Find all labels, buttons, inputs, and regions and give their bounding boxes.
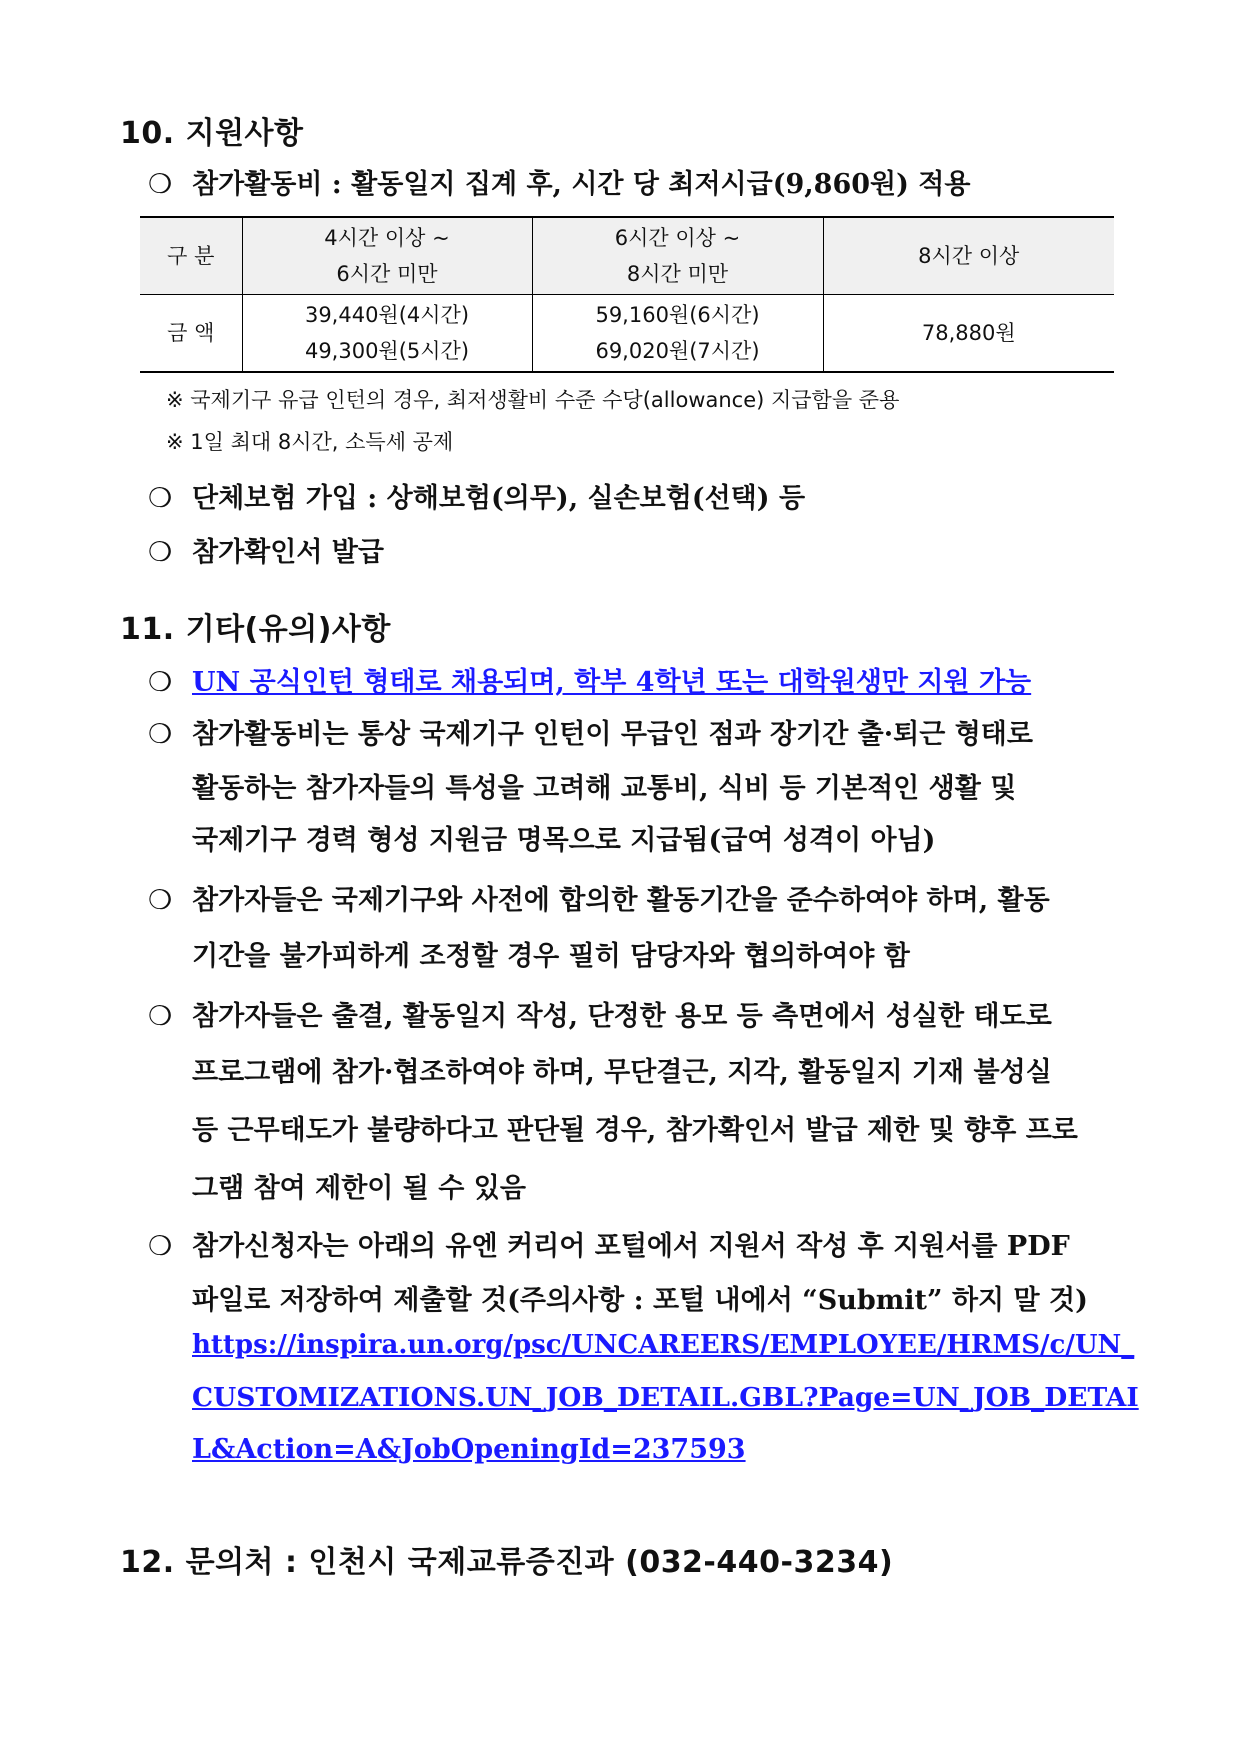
section11-heading: 11. 기타(유의)사항 [120, 612, 391, 647]
section11-item1 [148, 660, 1031, 699]
table-row [140, 295, 1114, 373]
section11-item2: ❍ 참가활동비는 통상 국제기구 인턴이 무급인 점과 장기간 출·퇴근 형태로 [148, 719, 1033, 750]
bullet-circle-icon: ❍ [148, 885, 173, 916]
note-allowance: ※ 국제기구 유급 인턴의 경우, 최저생활비 수준 수당(allowance) 지급함을 준용 [166, 388, 900, 412]
section11-item3: ❍ 참가자들은 국제기구와 사전에 합의한 활동기간을 준수하여야 하며, 활동 [148, 885, 1050, 916]
section11-item5-line2: 파일로 저장하여 제출할 것(주의사항 : 포털 내에서 “Submit” 하지 말 것) [192, 1285, 1088, 1316]
bullet-circle-icon: ❍ [148, 667, 173, 698]
table-header-row [140, 217, 1114, 295]
table-cell-4to6: 39,440원(4시간) 49,300원(5시간) [242, 295, 532, 373]
section11-item4-line4: 그램 참여 제한이 될 수 있음 [192, 1173, 526, 1204]
table-header-8plus: 8시간 이상 [823, 217, 1114, 295]
section11-item4-line2: 프로그램에 참가·협조하여야 하며, 무단결근, 지각, 활동일지 기재 불성실 [192, 1057, 1052, 1088]
career-portal-link-line3[interactable]: L&Action=A&JobOpeningId=237593 [192, 1434, 746, 1465]
section11-item5: ❍ 참가신청자는 아래의 유엔 커리어 포털에서 지원서 작성 후 지원서를 PDF [148, 1231, 1070, 1262]
section10-bullet-insurance: ❍ 단체보험 가입 : 상해보험(의무), 실손보험(선택) 등 [148, 483, 806, 514]
bullet-circle-icon: ❍ [148, 1231, 173, 1262]
section11-item4-line3: 등 근무태도가 불량하다고 판단될 경우, 참가확인서 발급 제한 및 향후 프로 [192, 1115, 1078, 1146]
section11-item2-line3: 국제기구 경력 형성 지원금 명목으로 지급됨(급여 성격이 아님) [192, 825, 936, 856]
section10-bullet-certificate: ❍ 참가확인서 발급 [148, 537, 384, 568]
table-cell-8plus: 78,880원 [823, 295, 1114, 373]
table-row-label: 금 액 [140, 295, 242, 373]
bullet-circle-icon: ❍ [148, 537, 173, 568]
section12-heading: 12. 문의처 : 인천시 국제교류증진과 (032-440-3234) [120, 1545, 894, 1580]
bullet-circle-icon: ❍ [148, 169, 173, 200]
section11-item2-line2: 활동하는 참가자들의 특성을 고려해 교통비, 식비 등 기본적인 생활 및 [192, 773, 1017, 804]
item1-highlight-text: UN 공식인턴 형태로 채용되며, 학부 4학년 또는 대학원생만 지원 가능 [192, 667, 1032, 698]
table-header-6to8: 6시간 이상 ~ 8시간 미만 [532, 217, 823, 295]
bullet-circle-icon: ❍ [148, 719, 173, 750]
bullet-circle-icon: ❍ [148, 483, 173, 514]
career-portal-link-line1[interactable]: https://inspira.un.org/psc/UNCAREERS/EMPLOYEE/HRMS/c/UN_ [192, 1330, 1135, 1360]
bullet-circle-icon: ❍ [148, 1001, 173, 1032]
section11-item4: ❍ 참가자들은 출결, 활동일지 작성, 단정한 용모 등 측면에서 성실한 태도로 [148, 1001, 1052, 1032]
note-max-hours: ※ 1일 최대 8시간, 소득세 공제 [166, 430, 454, 454]
table-cell-6to8: 59,160원(6시간) 69,020원(7시간) [532, 295, 823, 373]
table-header-4to6: 4시간 이상 ~ 6시간 미만 [242, 217, 532, 295]
table-header-category: 구 분 [140, 217, 242, 295]
allowance-table [140, 216, 1114, 373]
section10-bullet-allowance: ❍ 참가활동비 : 활동일지 집계 후, 시간 당 최저시급(9,860원) 적용 [148, 169, 971, 200]
career-portal-link-line2[interactable]: CUSTOMIZATIONS.UN_JOB_DETAIL.GBL?Page=UN_JOB_DETAI [192, 1382, 1139, 1413]
section11-item3-line2: 기간을 불가피하게 조정할 경우 필히 담당자와 협의하여야 함 [192, 941, 910, 972]
section10-heading: 10. 지원사항 [120, 116, 304, 151]
